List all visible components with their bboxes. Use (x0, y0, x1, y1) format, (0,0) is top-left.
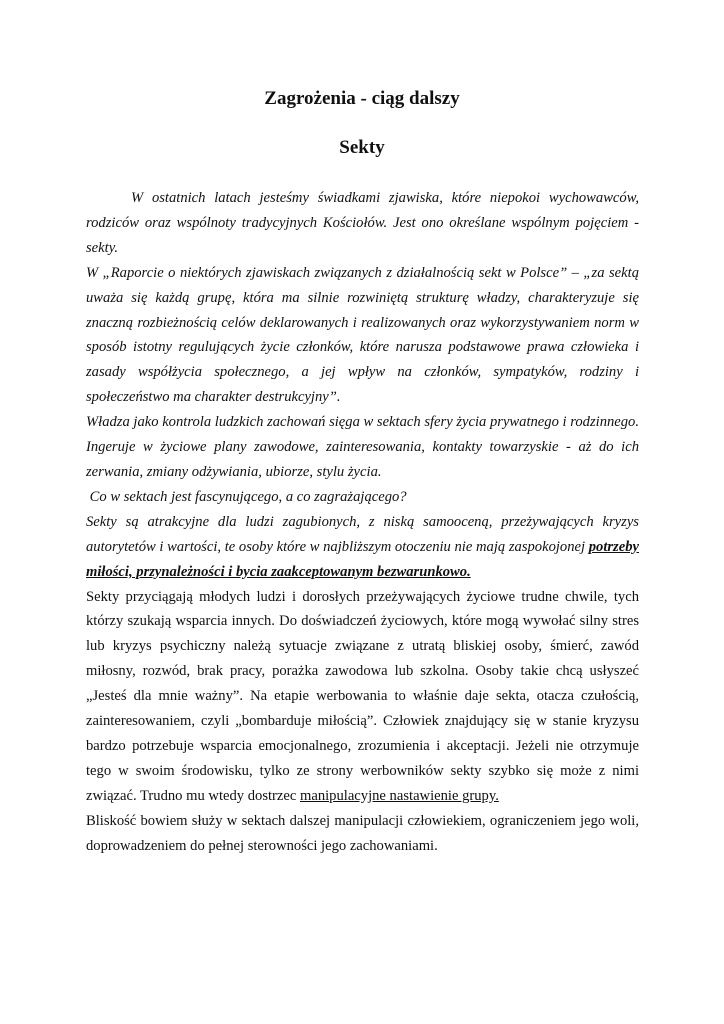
paragraph-interference: Ingeruje w życiowe plany zawodowe, zainteresowania, kontakty towarzyskie - aż do ich zerwania, zmiany odżywiania, ubiorze, stylu życia. (86, 439, 639, 480)
recruitment-text: Sekty przyciągają młodych ludzi i dorosłych przeżywających życiowe trudne chwile, tych którzy szukają wsparcia innych. Do doświadczeń życiowych, które mogą wywołać silny stres lub kryzys psychiczny należą sytuacje związane z utratą bliskiej osoby, śmierć, zawód miłosny, rozwód, brak pracy, porażka zawodowa lub szkolna. Osoby takie chcą usłyszeć „Jesteś dla mnie ważny”. Na etapie werbowania to właśnie daje sekta, otacza czułością, zainteresowaniem, czyli „bombarduje miłością”. Człowiek znajdujący się w stanie kryzysu bardzo potrzebuje wsparcia emocjonalnego, zrozumienia i akceptacji. Jeżeli nie otrzymuje tego w swoim środowisku, tylko ze strony werbowników sekty szybko się może z nimi związać. Trudno mu wtedy dostrzec (86, 588, 639, 804)
paragraph-attraction (86, 510, 639, 585)
paragraph-recruitment (86, 585, 639, 809)
emphasized-needs: potrzeby miłości, przynależności i bycia zaakceptowanym bezwarunkowo. (86, 538, 639, 580)
section-title: Sekty (339, 137, 385, 158)
paragraph-closeness: Bliskość bowiem służy w sektach dalszej manipulacji człowiekiem, ograniczeniem jego woli, doprowadzeniem do pełnej sterowności jego zachowaniami. (86, 812, 639, 854)
paragraph-power-control: Władza jako kontrola ludzkich zachowań sięga w sektach sfery życia prywatnego i rodzinnego. (86, 414, 640, 431)
paragraph-report-quote: W „Raporcie o niektórych zjawiskach związanych z działalnością sekt w Polsce” – „za sektą uważa się każdą grupę, która ma silnie rozwiniętą strukturę władzy, charakteryzuje się znaczną rozbieżnością celów deklarowanych i realizowanych oraz wykorzystywaniem norm w sposób istotny regulujących życie członków, które narusza podstawowe prawa człowieka i zasady współżycia społecznego, a jej wpływ na członków, sympatyków, rodziny i społeczeństwo ma charakter destrukcyjny”. (86, 264, 639, 406)
document-body (86, 186, 639, 858)
page-title: Zagrożenia - ciąg dalszy (264, 88, 460, 109)
underlined-manipulation: manipulacyjne nastawienie grupy. (300, 787, 499, 804)
attraction-text: Sekty są atrakcyjne dla ludzi zagubionych, z niską samooceną, przeżywających kryzys autorytetów i wartości, te osoby które w najbliższym otoczeniu nie mają zaspokojonej (86, 513, 639, 555)
paragraph-intro: W ostatnich latach jesteśmy świadkami zjawiska, które niepokoi wychowawców, rodziców oraz wspólnoty tradycyjnych Kościołów. Jest ono określane wspólnym pojęciem - sekty. (86, 190, 639, 256)
paragraph-question: Co w sektach jest fascynującego, a co zagrażającego? (86, 488, 407, 505)
